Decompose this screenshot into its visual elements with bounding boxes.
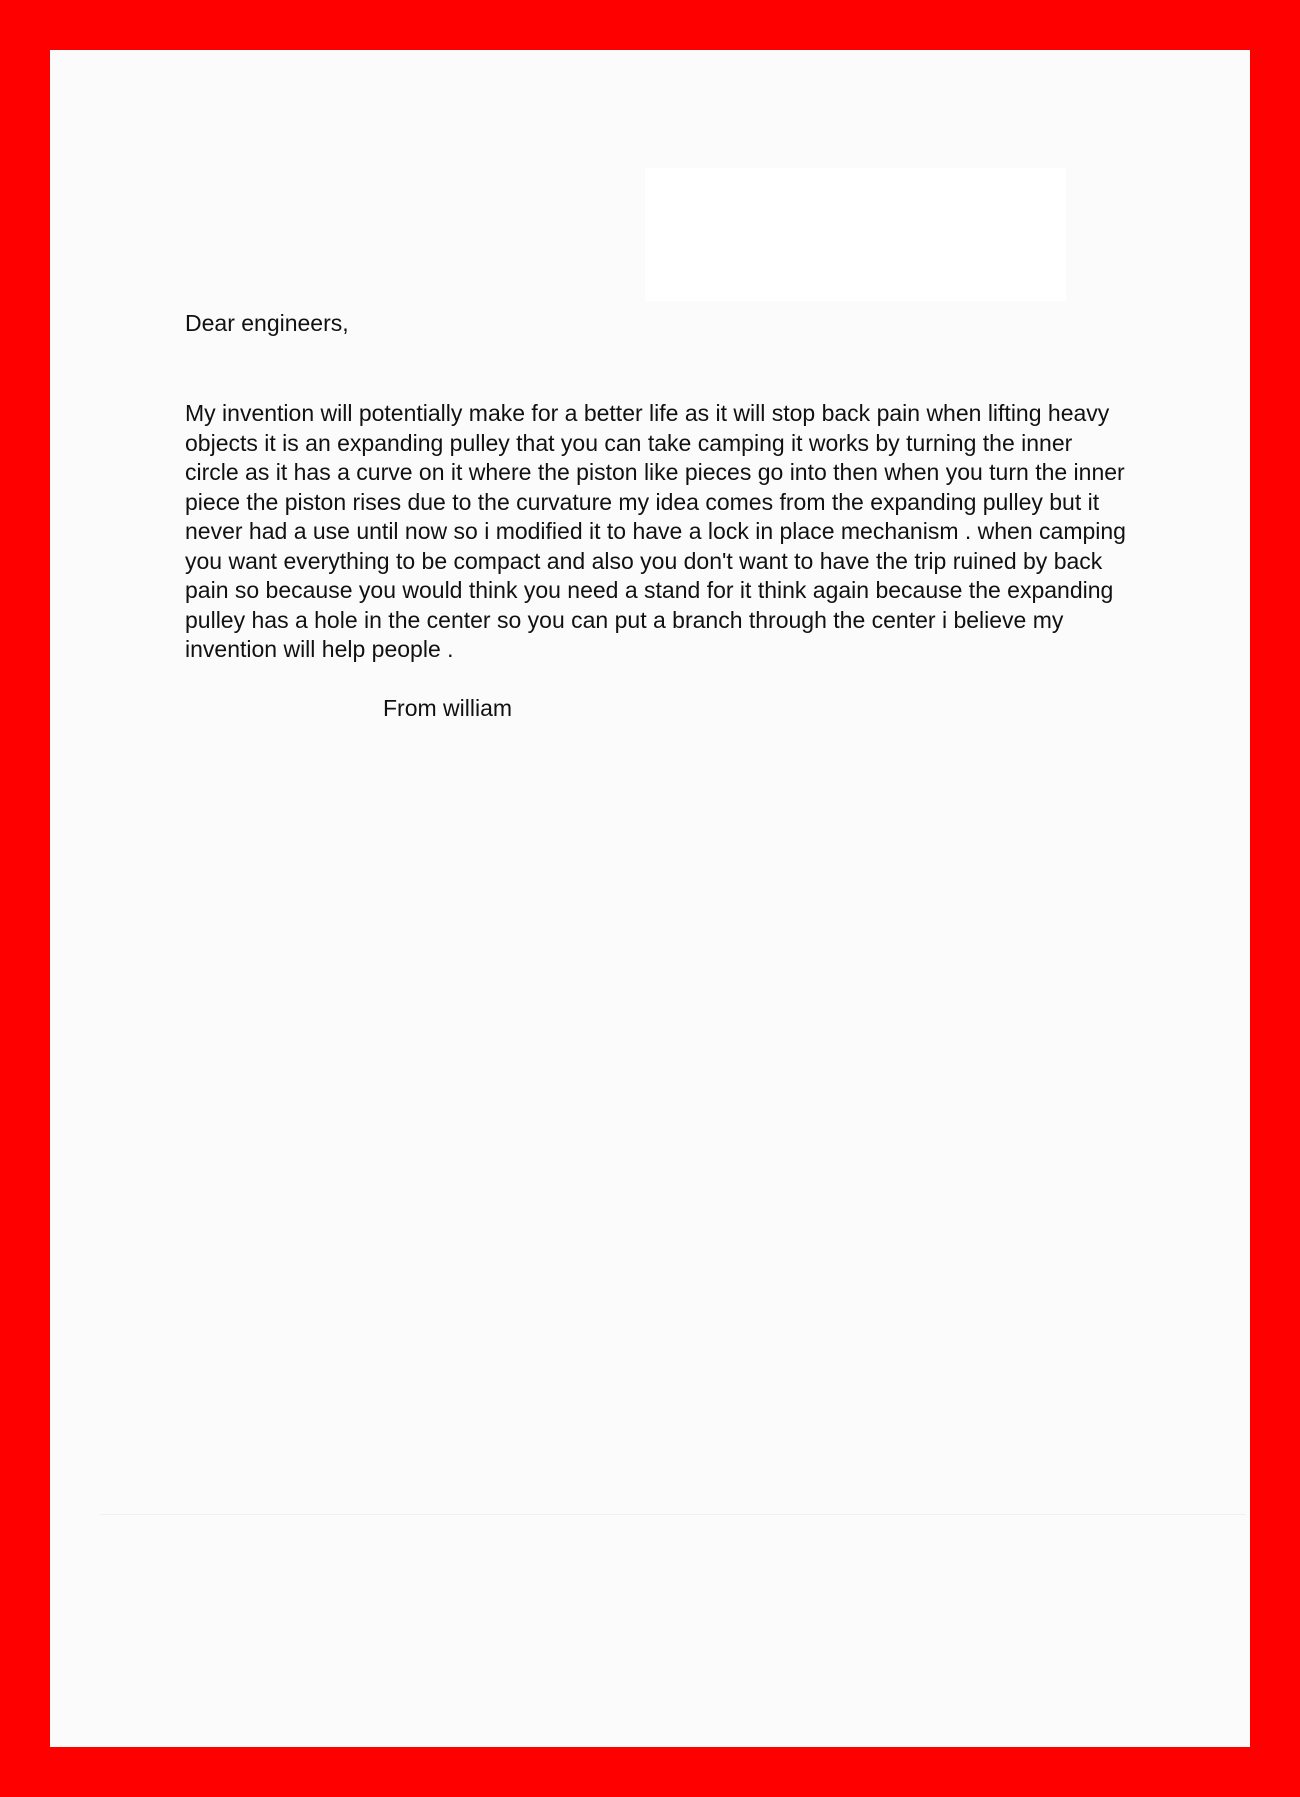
letter-greeting: Dear engineers, bbox=[185, 310, 349, 336]
letter-body-line: pulley has a hole in the center so you can put a branch through the center i believe my bbox=[185, 606, 1064, 633]
letter-body-line: never had a use until now so i modified it to have a lock in place mechanism . when camping bbox=[185, 518, 1126, 544]
scan-fold-line bbox=[100, 1514, 1246, 1515]
letter-body-line: invention will help people . bbox=[185, 636, 454, 662]
redacted-block bbox=[645, 168, 1066, 301]
letter-body-line: pain so because you would think you need a stand for it think again because the expanding bbox=[185, 577, 1114, 603]
letter-body-line: you want everything to be compact and also you don't want to have the trip ruined by back bbox=[185, 547, 1103, 574]
letter-body bbox=[185, 399, 1126, 665]
letter-body-line: objects it is an expanding pulley that you can take camping it works by turning the inner bbox=[185, 429, 1073, 456]
letter-body-line: circle as it has a curve on it where the piston like pieces go into then when you turn the inner bbox=[185, 459, 1125, 485]
letter-signoff: From william bbox=[383, 695, 513, 721]
letter-body-line: piece the piston rises due to the curvature my idea comes from the expanding pulley but it bbox=[185, 488, 1100, 515]
letter-body-line: My invention will potentially make for a better life as it will stop back pain when lifting heavy bbox=[185, 400, 1110, 426]
letter-page bbox=[50, 50, 1250, 1747]
